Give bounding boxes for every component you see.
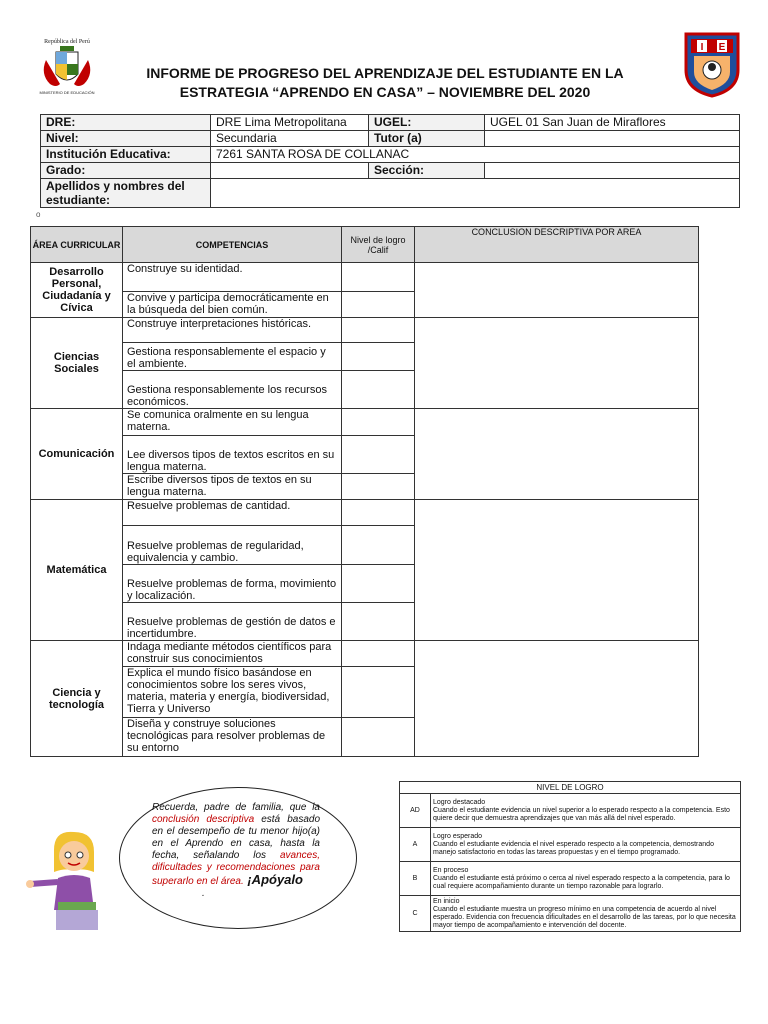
dre-value[interactable]: DRE Lima Metropolitana (211, 115, 369, 131)
area-name: Comunicación (31, 409, 123, 500)
level-code: B (400, 862, 431, 896)
level-desc-text: Cuando el estudiante está próximo o cerca al nivel esperado respecto a la competencia, para lo cual requiere acompañamiento durante un tiempo razonable para lograrlo. (433, 874, 730, 890)
conclusion-cell[interactable] (415, 409, 699, 500)
competency-text: Explica el mundo físico basándose en conocimientos sobre los seres vivos, materia, materia y energía, biodiversidad, Tierra y Universo (123, 667, 342, 718)
parent-message-highlight2: avances, dificultades y recomendaciones para superarlo en el área. (152, 850, 320, 887)
nivel-cell[interactable] (342, 436, 415, 474)
level-code: AD (400, 794, 431, 828)
competency-text: Resuelve problemas de gestión de datos e incertidumbre. (123, 603, 342, 641)
nivel-label: Nivel: (41, 131, 211, 147)
area-name: Matemática (31, 500, 123, 641)
nivel-cell[interactable] (342, 718, 415, 757)
conclusion-cell[interactable] (415, 318, 699, 409)
level-description (431, 828, 741, 862)
logo-left-bottom-text: MINISTERIO DE EDUCACIÓN (39, 90, 95, 95)
nivel-cell[interactable] (342, 565, 415, 603)
seccion-value[interactable] (485, 163, 740, 179)
nivel-cell[interactable] (342, 500, 415, 526)
area-name: Ciencias Sociales (31, 318, 123, 409)
nombres-value[interactable] (211, 179, 740, 208)
level-desc-text: Cuando el estudiante muestra un progreso mínimo en una competencia de acuerdo al nivel esperado. Evidencia con frecuencia dificultades en el desarrollo de las tareas, por lo que necesita mayor tiempo de acompañamiento e intervención del docente. (433, 905, 736, 929)
grado-label: Grado: (41, 163, 211, 179)
level-description (431, 794, 741, 828)
level-description (431, 862, 741, 896)
parent-message-dot: . (202, 888, 205, 899)
competency-text: Indaga mediante métodos científicos para construir sus conocimientos (123, 641, 342, 667)
level-desc-text: Cuando el estudiante evidencia el nivel esperado respecto a la competencia, demostrando manejo satisfactorio en todas las tareas propuestas y en el tiempo programado. (433, 840, 714, 856)
nivel-cell[interactable] (342, 343, 415, 371)
ugel-value[interactable]: UGEL 01 San Juan de Miraflores (485, 115, 740, 131)
col-comp-header: COMPETENCIAS (123, 227, 342, 263)
report-title-line2: ESTRATEGIA “APRENDO EN CASA” – NOVIEMBRE DEL 2020 (179, 84, 591, 100)
nivel-cell[interactable] (342, 603, 415, 641)
nivel-cell[interactable] (342, 474, 415, 500)
area-name: Desarrollo Personal, Ciudadanía y Cívica (31, 263, 123, 318)
logo-right-letter-e: E (718, 42, 726, 53)
tutor-label: Tutor (a) (369, 131, 485, 147)
report-title-line1: INFORME DE PROGRESO DEL APRENDIZAJE DEL ESTUDIANTE EN LA (146, 65, 624, 81)
logo-left-top-text: República del Perú (44, 39, 90, 45)
nivel-cell[interactable] (342, 526, 415, 565)
level-code: A (400, 828, 431, 862)
parent-message (152, 802, 320, 900)
level-description (431, 896, 741, 932)
competency-text: Resuelve problemas de regularidad, equivalencia y cambio. (123, 526, 342, 565)
conclusion-cell[interactable] (415, 500, 699, 641)
nivel-cell[interactable] (342, 318, 415, 343)
peru-coat-of-arms-logo (36, 34, 98, 96)
conclusion-cell[interactable] (415, 641, 699, 757)
level-name: Logro destacado (433, 798, 486, 806)
achievement-levels-table (399, 781, 741, 932)
ie-label: Institución Educativa: (41, 147, 211, 163)
dre-label: DRE: (41, 115, 211, 131)
competency-text: Construye interpretaciones históricas. (123, 318, 342, 343)
nivel-cell[interactable] (342, 371, 415, 409)
area-name: Ciencia y tecnología (31, 641, 123, 757)
nivel-value[interactable]: Secundaria (211, 131, 369, 147)
achievement-levels-title: NIVEL DE LOGRO (400, 782, 741, 794)
competency-text: Gestiona responsablemente el espacio y el ambiente. (123, 343, 342, 371)
logo-right-letter-i: I (700, 42, 704, 53)
ugel-label: UGEL: (369, 115, 485, 131)
competency-text: Construye su identidad. (123, 263, 342, 292)
grado-value[interactable] (211, 163, 369, 179)
nivel-cell[interactable] (342, 292, 415, 318)
nivel-cell[interactable] (342, 667, 415, 718)
student-info-table (40, 114, 740, 208)
conclusion-cell[interactable] (415, 263, 699, 318)
nivel-cell[interactable] (342, 641, 415, 667)
competency-text: Resuelve problemas de cantidad. (123, 500, 342, 526)
nivel-cell[interactable] (342, 263, 415, 292)
tutor-value[interactable] (485, 131, 740, 147)
col-area-header: ÁREA CURRICULAR (31, 227, 123, 263)
competency-text: Gestiona responsablemente los recursos económicos. (123, 371, 342, 409)
parent-message-part1: Recuerda, padre de familia, que la (152, 802, 320, 813)
ie-value[interactable]: 7261 SANTA ROSA DE COLLANAC (211, 147, 740, 163)
competency-text: Diseña y construye soluciones tecnológicas para resolver problemas de su entorno (123, 718, 342, 757)
competency-text: Se comunica oralmente en su lengua materna. (123, 409, 342, 436)
level-desc-text: Cuando el estudiante evidencia un nivel superior a lo esperado respecto a la competencia. Esto quiere decir que demuestra aprendizajes que van más allá del nivel esperado. (433, 806, 730, 822)
level-code: C (400, 896, 431, 932)
report-title (110, 64, 660, 102)
competencies-table (30, 226, 699, 757)
teacher-illustration (24, 828, 114, 932)
level-name: Logro esperado (433, 832, 483, 840)
school-shield-logo (682, 30, 742, 98)
seccion-label: Sección: (369, 163, 485, 179)
parent-message-part2: está basado en el desempeño de tu menor hijo(a) en el Aprendo en casa, hasta la fecha, señalando los (152, 814, 321, 861)
parent-message-call-to-action: ¡Apóyalo (243, 872, 303, 887)
nivel-cell[interactable] (342, 409, 415, 436)
parent-message-highlight1: conclusión descriptiva (152, 814, 255, 825)
competency-text: Convive y participa democráticamente en la búsqueda del bien común. (123, 292, 342, 318)
col-concl-header: CONCLUSION DESCRIPTIVA POR AREA (415, 227, 699, 263)
competency-text: Lee diversos tipos de textos escritos en su lengua materna. (123, 436, 342, 474)
competency-text: Escribe diversos tipos de textos en su lengua materna. (123, 474, 342, 500)
level-name: En inicio (433, 897, 460, 905)
level-name: En proceso (433, 866, 469, 874)
nombres-label: Apellidos y nombres del estudiante: (41, 179, 211, 208)
col-nivel-header: Nivel de logro /Calif (342, 227, 415, 263)
small-note-mark: o (36, 210, 41, 219)
competency-text: Resuelve problemas de forma, movimiento y localización. (123, 565, 342, 603)
